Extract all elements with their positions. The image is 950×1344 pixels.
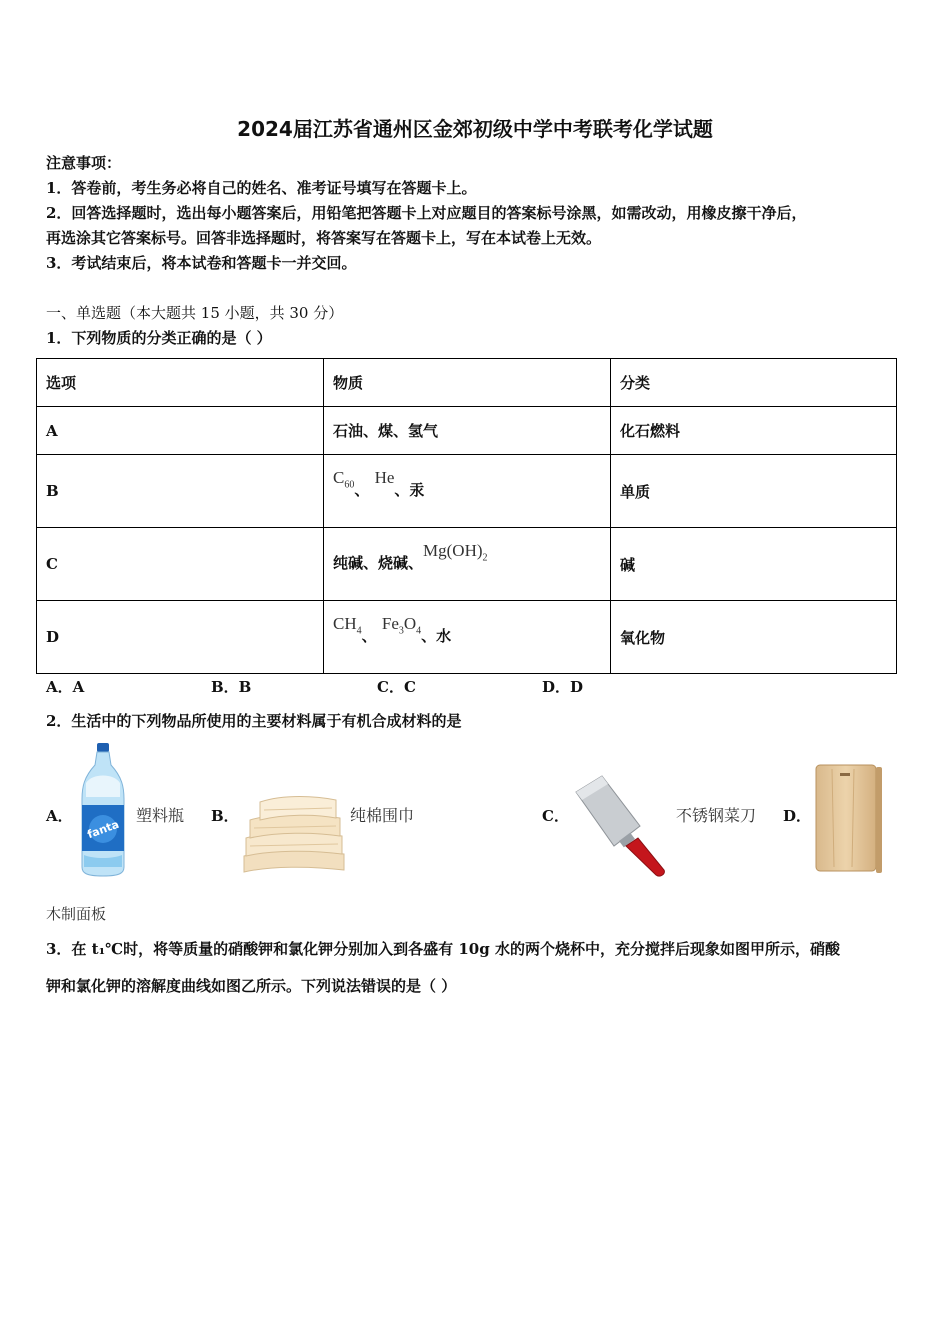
kitchen-knife-image	[574, 774, 670, 878]
notice-item-2b: 再选涂其它答案标号。回答非选择题时，将答案写在答题卡上，写在本试卷上无效。	[46, 229, 602, 247]
table-row	[37, 528, 897, 601]
q1-choice-b[interactable]: B．B	[211, 678, 252, 696]
table-row	[37, 601, 897, 674]
notice-item-3: 3．考试结束后，将本试卷和答题卡一并交回。	[46, 254, 357, 272]
q3-stem-line2: 钾和氯化钾的溶解度曲线如图乙所示。下列说法错误的是（ ）	[46, 977, 457, 995]
notice-heading: 注意事项：	[46, 154, 122, 172]
formula-mgoh2: $Mg(OH)_2$	[423, 541, 488, 564]
q1-stem: 1．下列物质的分类正确的是（ ）	[46, 329, 272, 347]
q1-choice-a[interactable]: A．A	[46, 678, 85, 696]
q2-choice-d-text: 木制面板	[46, 905, 107, 923]
row-category: 氧化物	[611, 601, 897, 674]
header-substance: 物质	[324, 359, 611, 407]
q1-choice-d[interactable]: D．D	[542, 678, 584, 696]
formula-fe3o4: $Fe_3O_4$	[381, 614, 422, 637]
row-substance: 纯碱、烧碱、$Mg(OH)_2$	[324, 528, 611, 601]
formula-he: He	[374, 468, 395, 488]
header-category: 分类	[611, 359, 897, 407]
row-option: D	[37, 601, 324, 674]
bottle-brand-text: fanta	[85, 817, 121, 842]
row-option: C	[37, 528, 324, 601]
q2-stem: 2．生活中的下列物品所使用的主要材料属于有机合成材料的是	[46, 712, 462, 730]
table-row	[37, 455, 897, 528]
row-option: B	[37, 455, 324, 528]
cotton-scarf-image	[240, 790, 348, 874]
plastic-bottle-image	[78, 743, 128, 877]
row-option: A	[37, 407, 324, 455]
header-option: 选项	[37, 359, 324, 407]
q2-choice-a-label[interactable]: A．	[46, 807, 73, 825]
notice-item-1: 1．答卷前，考生务必将自己的姓名、准考证号填写在答题卡上。	[46, 179, 477, 197]
q1-choice-c[interactable]: C．C	[377, 678, 416, 696]
table-row	[37, 407, 897, 455]
q2-choice-d-label[interactable]: D．	[783, 807, 812, 825]
q2-choice-a-text: 塑料瓶	[136, 806, 185, 825]
table-header-row	[37, 359, 897, 407]
q2-choice-b-text: 纯棉围巾	[350, 806, 415, 825]
q2-choice-c-text: 不锈钢菜刀	[676, 806, 757, 825]
q2-choice-b-label[interactable]: B．	[211, 807, 239, 825]
q3-stem-line1: 3．在 t₁℃时，将等质量的硝酸钾和氯化钾分别加入到各盛有 10g 水的两个烧杯中，充分搅拌后现象如图甲所示，硝酸	[46, 940, 840, 958]
q1-table	[36, 358, 897, 674]
section-heading: 一、单选题（本大题共 15 小题，共 30 分）	[46, 304, 344, 322]
row-substance: $C_{60}$、 He、汞	[324, 455, 611, 528]
row-category: 碱	[611, 528, 897, 601]
formula-ch4: $CH_4$	[333, 614, 362, 637]
wooden-board-image	[814, 763, 884, 877]
row-substance: $CH_4$、 $Fe_3O_4$、水	[324, 601, 611, 674]
row-category: 化石燃料	[611, 407, 897, 455]
row-substance: 石油、煤、氢气	[324, 407, 611, 455]
row-category: 单质	[611, 455, 897, 528]
q2-choice-c-label[interactable]: C．	[542, 807, 569, 825]
formula-c60: $C_{60}$	[333, 468, 355, 491]
exam-title: 2024届江苏省通州区金郊初级中学中考联考化学试题	[237, 117, 713, 141]
notice-item-2a: 2．回答选择题时，选出每小题答案后，用铅笔把答题卡上对应题目的答案标号涂黑，如需改动，用橡皮擦干净后，	[46, 204, 807, 222]
